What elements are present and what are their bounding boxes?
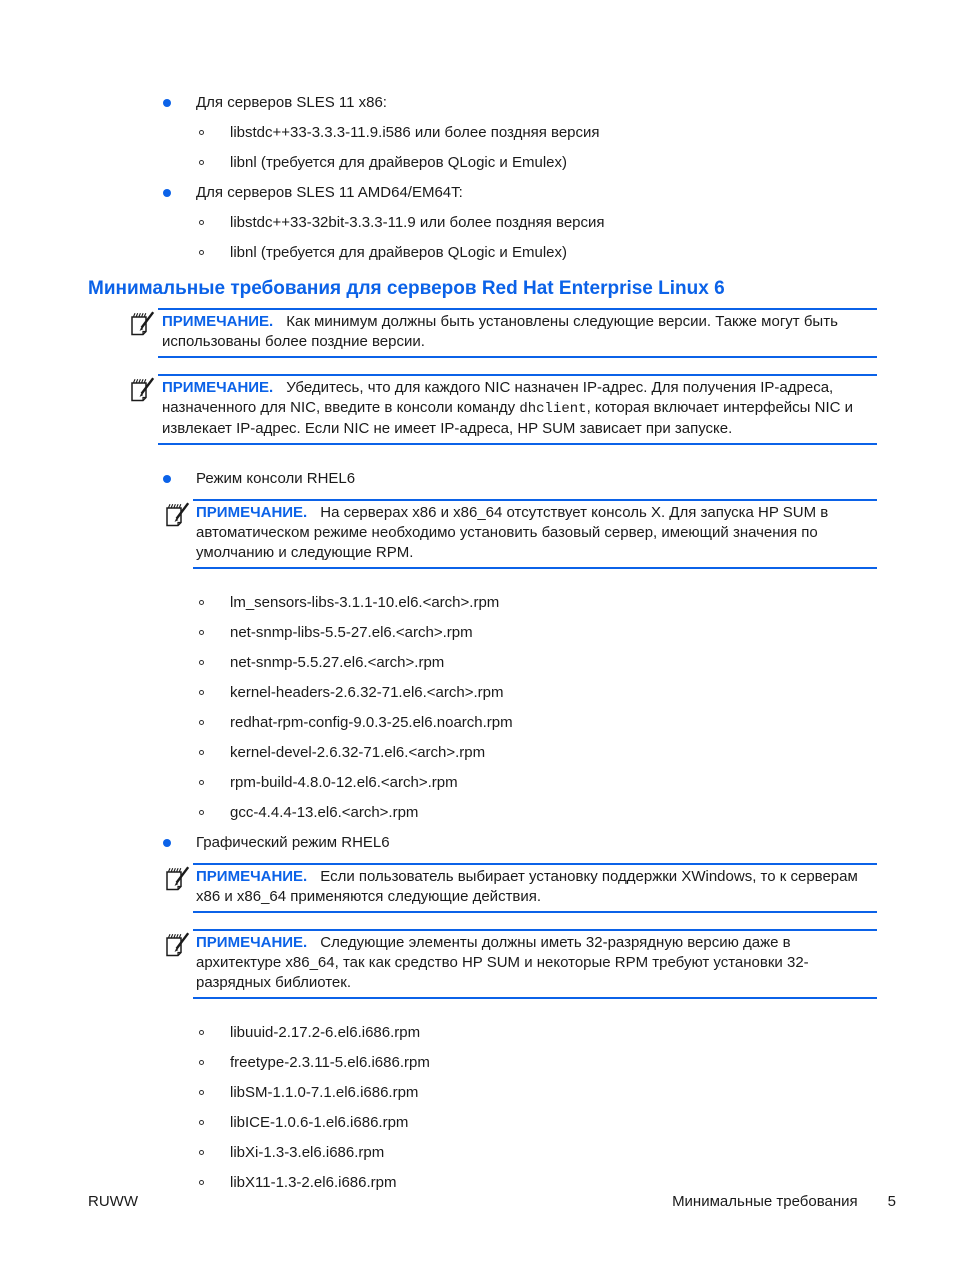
list-item xyxy=(0,833,954,853)
circle-bullet-icon xyxy=(199,720,204,725)
list-item xyxy=(0,183,954,203)
note-text: Следующие элементы должны иметь 32-разрядную версию даже в архитектуре x86_64, так как средство HP SUM и некоторые RPM требуют установки 32-разрядных библиотек. xyxy=(196,934,809,991)
rpm-name: gcc-4.4.4-13.el6.<arch>.rpm xyxy=(230,804,419,821)
rpm-name: libuuid-2.17.2-6.el6.i686.rpm xyxy=(230,1024,421,1041)
circle-bullet-icon xyxy=(199,1150,204,1155)
footer-page-number: 5 xyxy=(887,1193,896,1210)
sub-list-item xyxy=(0,1143,954,1163)
sub-list-item xyxy=(0,653,954,673)
page-footer xyxy=(88,1193,896,1211)
sub-list-item xyxy=(0,593,954,613)
bullet-icon xyxy=(163,475,171,483)
note-icon xyxy=(165,501,191,529)
sub-list-item xyxy=(0,1113,954,1133)
sub-list-item xyxy=(0,213,954,233)
circle-bullet-icon xyxy=(199,250,204,255)
circle-bullet-icon xyxy=(199,660,204,665)
footer-right xyxy=(672,1193,896,1211)
note-label: ПРИМЕЧАНИЕ. xyxy=(162,379,274,396)
circle-bullet-icon xyxy=(199,1180,204,1185)
list-item-label: Для серверов SLES 11 x86: xyxy=(196,94,387,111)
sub-list-item xyxy=(0,1083,954,1103)
note-label: ПРИМЕЧАНИЕ. xyxy=(196,868,308,885)
note-callout xyxy=(158,308,877,358)
note-label: ПРИМЕЧАНИЕ. xyxy=(162,313,274,330)
list-item xyxy=(0,93,954,113)
sub-list-item xyxy=(0,773,954,793)
rpm-name: libX11-1.3-2.el6.i686.rpm xyxy=(230,1174,397,1191)
circle-bullet-icon xyxy=(199,1060,204,1065)
sub-list-item xyxy=(0,243,954,263)
bullet-icon xyxy=(163,99,171,107)
footer-left-label: RUWW xyxy=(88,1193,138,1210)
note-callout xyxy=(193,499,877,569)
circle-bullet-icon xyxy=(199,1030,204,1035)
list-item xyxy=(0,469,954,489)
rpm-name: net-snmp-libs-5.5-27.el6.<arch>.rpm xyxy=(230,624,473,641)
list-item-label: Графический режим RHEL6 xyxy=(196,834,390,851)
circle-bullet-icon xyxy=(199,750,204,755)
sub-list-item xyxy=(0,1173,954,1193)
rpm-name: libICE-1.0.6-1.el6.i686.rpm xyxy=(230,1114,409,1131)
sub-list-item xyxy=(0,683,954,703)
circle-bullet-icon xyxy=(199,630,204,635)
list-item-label: Режим консоли RHEL6 xyxy=(196,470,356,487)
note-icon xyxy=(165,865,191,893)
sub-list-item xyxy=(0,623,954,643)
rpm-name: libSM-1.1.0-7.1.el6.i686.rpm xyxy=(230,1084,419,1101)
sub-list-item xyxy=(0,1053,954,1073)
sub-list-item xyxy=(0,743,954,763)
sub-list-item-label: libstdc++33-32bit-3.3.3-11.9 или более поздняя версия xyxy=(230,214,605,231)
note-text: На серверах x86 и x86_64 отсутствует консоль X. Для запуска HP SUM в автоматическом режиме необходимо установить базовый сервер, имеющий значения по умолчанию и следующие RPM. xyxy=(196,504,829,561)
circle-bullet-icon xyxy=(199,130,204,135)
rpm-name: redhat-rpm-config-9.0.3-25.el6.noarch.rpm xyxy=(230,714,513,731)
sub-list-item xyxy=(0,1023,954,1043)
sub-list-item-label: libstdc++33-3.3.3-11.9.i586 или более поздняя версия xyxy=(230,124,600,141)
section-heading: Минимальные требования для серверов Red Hat Enterprise Linux 6 xyxy=(88,278,725,299)
sub-list-item-label: libnl (требуется для драйверов QLogic и Emulex) xyxy=(230,154,567,171)
rpm-name: rpm-build-4.8.0-12.el6.<arch>.rpm xyxy=(230,774,458,791)
note-icon xyxy=(165,931,191,959)
sub-list-item xyxy=(0,803,954,823)
note-label: ПРИМЕЧАНИЕ. xyxy=(196,504,308,521)
bullet-icon xyxy=(163,839,171,847)
footer-section-title: Минимальные требования xyxy=(672,1193,858,1210)
note-text: , которая включает интерфейсы NIC и извлекает IP-адрес. Если NIC не имеет IP-адреса, HP SUM зависает при запуске. xyxy=(162,399,854,437)
note-callout xyxy=(158,374,877,445)
circle-bullet-icon xyxy=(199,220,204,225)
rpm-name: freetype-2.3.11-5.el6.i686.rpm xyxy=(230,1054,430,1071)
bullet-icon xyxy=(163,189,171,197)
rpm-name: lm_sensors-libs-3.1.1-10.el6.<arch>.rpm xyxy=(230,594,500,611)
inline-code: dhclient xyxy=(519,401,587,417)
note-icon xyxy=(130,310,156,338)
circle-bullet-icon xyxy=(199,1090,204,1095)
sub-list-item-label: libnl (требуется для драйверов QLogic и Emulex) xyxy=(230,244,567,261)
note-label: ПРИМЕЧАНИЕ. xyxy=(196,934,308,951)
list-item-label: Для серверов SLES 11 AMD64/EM64T: xyxy=(196,184,463,201)
rpm-name: libXi-1.3-3.el6.i686.rpm xyxy=(230,1144,385,1161)
sub-list-item xyxy=(0,123,954,143)
note-icon xyxy=(130,376,156,404)
note-text: Как минимум должны быть установлены следующие версии. Также могут быть использованы более поздние версии. xyxy=(162,313,838,350)
rpm-name: kernel-devel-2.6.32-71.el6.<arch>.rpm xyxy=(230,744,486,761)
rpm-name: kernel-headers-2.6.32-71.el6.<arch>.rpm xyxy=(230,684,504,701)
note-text: Убедитесь, что для каждого NIC назначен IP-адрес. Для получения IP-адреса, назначенного для NIC, введите в консоли команду xyxy=(162,379,834,416)
note-callout xyxy=(193,929,877,999)
circle-bullet-icon xyxy=(199,690,204,695)
rpm-name: net-snmp-5.5.27.el6.<arch>.rpm xyxy=(230,654,445,671)
circle-bullet-icon xyxy=(199,160,204,165)
circle-bullet-icon xyxy=(199,1120,204,1125)
circle-bullet-icon xyxy=(199,810,204,815)
circle-bullet-icon xyxy=(199,780,204,785)
note-callout xyxy=(193,863,877,913)
circle-bullet-icon xyxy=(199,600,204,605)
sub-list-item xyxy=(0,153,954,173)
note-text: Если пользователь выбирает установку поддержки XWindows, то к серверам x86 и x86_64 применяются следующие действия. xyxy=(196,868,858,905)
sub-list-item xyxy=(0,713,954,733)
